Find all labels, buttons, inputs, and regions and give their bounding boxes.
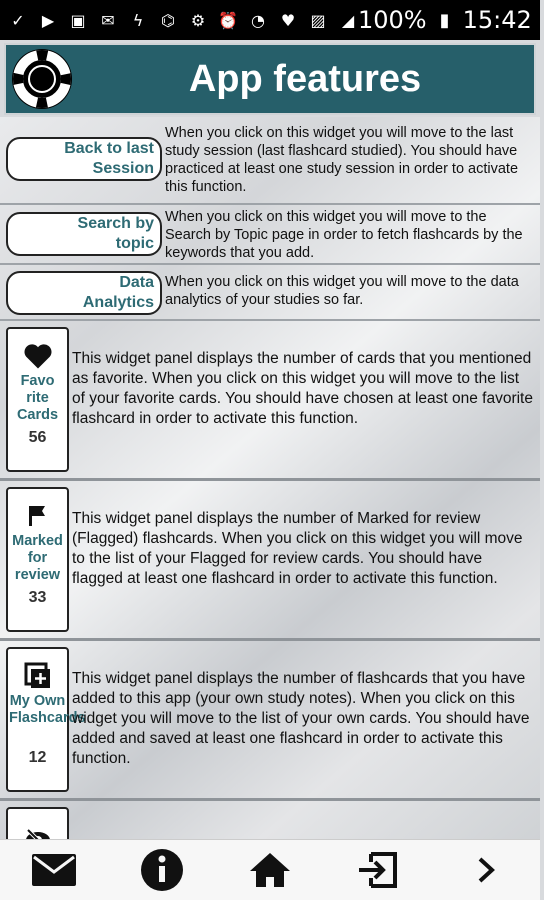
battery-percentage: 100% — [358, 6, 427, 34]
signal-box-icon: ▨ — [310, 10, 326, 30]
image-notification-icon: ▣ — [70, 10, 86, 30]
add-card-icon — [8, 659, 67, 693]
feature-row-search-topic — [0, 205, 540, 265]
marked-for-review-description: This widget panel displays the number of Marked for review (Flagged) flashcards. When you click on this widget you will move to the list of your Flagged for review cards. You should have flagged at least one flashcard in order to activate this function. — [72, 510, 523, 587]
settings-notification-icon: ⚙ — [190, 10, 206, 30]
features-list[interactable] — [0, 117, 540, 839]
panel-row-favorites — [0, 321, 540, 481]
my-own-flashcards-panel[interactable] — [6, 647, 86, 792]
favorite-cards-count: 56 — [28, 429, 47, 446]
home-button[interactable] — [240, 842, 300, 898]
wifi-icon: ◔ — [251, 10, 265, 30]
home-icon — [248, 851, 292, 889]
exit-button[interactable] — [348, 842, 408, 898]
mail-button[interactable] — [24, 842, 84, 898]
heart-notification-icon: ♥ — [280, 10, 296, 30]
cell-signal-icon: ◢ — [341, 10, 355, 30]
heart-icon — [8, 339, 67, 373]
status-bar — [0, 0, 540, 40]
my-own-flashcards-label: My Own Flashcards — [9, 693, 86, 726]
data-analytics-button[interactable]: Data Analytics — [6, 271, 162, 315]
voicemail-notification-icon: ⌬ — [161, 10, 175, 30]
next-button[interactable] — [456, 842, 516, 898]
search-topic-description: When you click on this widget you will move to the Search by Topic page in order to fetch flashcards by the keywords that you add. — [165, 209, 523, 261]
clock: 15:42 — [462, 6, 532, 34]
check-notification-icon: ✓ — [11, 10, 25, 30]
marked-for-review-label: Marked for review — [12, 533, 63, 583]
info-button[interactable] — [132, 842, 192, 898]
marked-for-review-count: 33 — [28, 589, 47, 606]
exit-icon — [357, 850, 399, 890]
my-own-flashcards-description: This widget panel displays the number of flashcards that you have added to this app (your own study notes). When you click on this widget you will move to the list of your own cards. You should have added and saved at least one flashcard in order to activate this function. — [72, 670, 530, 767]
search-by-topic-button[interactable]: Search by topic — [6, 212, 162, 256]
marked-for-review-panel[interactable] — [6, 487, 69, 632]
feature-row-back-to-session — [0, 117, 540, 205]
battery-icon: ▮ — [439, 9, 450, 31]
mail-icon — [31, 853, 77, 887]
app-header — [4, 43, 536, 115]
back-to-session-description: When you click on this widget you will move to the last study session (last flashcard studied). You should have practiced at least one study session in order to activate this function. — [165, 125, 519, 195]
alarm-icon: ⏰ — [218, 10, 238, 30]
flag-icon — [8, 499, 67, 533]
lifebuoy-logo-icon — [12, 49, 72, 109]
bottom-navigation — [0, 839, 540, 900]
info-icon — [140, 848, 184, 892]
page-title: App features — [188, 57, 422, 100]
favorite-cards-panel[interactable] — [6, 327, 69, 472]
feature-row-data-analytics — [0, 265, 540, 321]
mail-notification-icon: ✉ — [101, 10, 115, 30]
panel-row-own-flashcards — [0, 641, 540, 801]
flash-notification-icon: ϟ — [132, 10, 144, 30]
back-to-last-session-button[interactable]: Back to last Session — [6, 137, 162, 181]
video-notification-icon: ▶ — [41, 10, 55, 30]
data-analytics-description: When you click on this widget you will move to the data analytics of your studies so far. — [165, 274, 519, 308]
next-icon — [476, 856, 496, 884]
favorite-cards-label: Favo rite Cards — [16, 373, 59, 423]
my-own-flashcards-count: 12 — [28, 749, 47, 766]
panel-row-marked-review — [0, 481, 540, 641]
favorite-cards-description: This widget panel displays the number of cards that you mentioned as favorite. When you click on this widget you will move to the list of your favorite cards. You should have chosen at least one favorite flashcard in order to activate this function. — [72, 350, 533, 427]
